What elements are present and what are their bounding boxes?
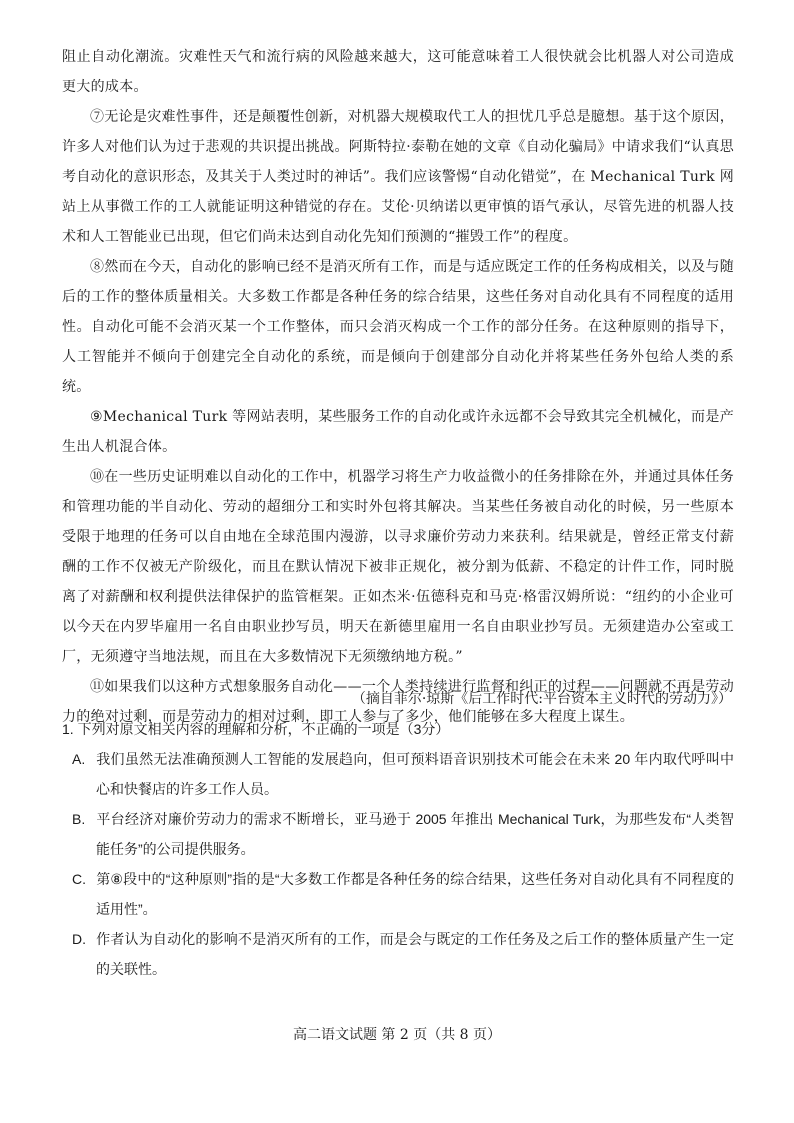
option-letter: D. xyxy=(72,931,86,947)
reading-passage xyxy=(62,42,734,732)
paragraph-9: ⑨Mechanical Turk 等网站表明，某些服务工作的自动化或许永远都不会导致其完全机械化，而是产生出人机混合体。 xyxy=(62,409,734,455)
option-text: 我们虽然无法准确预测人工智能的发展趋向，但可预料语音识别技术可能会在未来 20 年内取代呼叫中心和快餐店的许多工作人员。 xyxy=(96,751,734,797)
option-text: 作者认为自动化的影响不是消灭所有的工作，而是会与既定的工作任务及之后工作的整体质量产生一定的关联性。 xyxy=(96,931,734,977)
option-letter: B. xyxy=(72,811,86,827)
paragraph-10: ⑩在一些历史证明难以自动化的工作中，机器学习将生产力收益微小的任务排除在外，并通过具体任务和管理功能的半自动化、劳动的超细分工和实时外包将其解决。当某些任务被自动化的时候，另一些原本受限于地理的任务可以自由地在全球范围内漫游，以寻求廉价劳动力来获利。结果就是，曾经正常支付薪酬的工作不仅被无产阶级化，而且在默认情况下被非正规化，被分割为低薪、不稳定的计件工作，同时脱离了对薪酬和权利提供法律保护的监管框架。正如杰米·伍德科克和马克·格雷汉姆所说：“纽约的小企业可以今天在内罗毕雇用一名自由职业抄写员，明天在新德里雇用一名自由职业抄写员。无须建造办公室或工厂，无须遵守当地法规，而且在大多数情况下无须缴纳地方税。” xyxy=(62,469,734,665)
option-a xyxy=(62,744,734,804)
option-text: 平台经济对廉价劳动力的需求不断增长，亚马逊于 2005 年推出 Mechanical Turk，为那些发布“人类智能任务”的公司提供服务。 xyxy=(96,811,734,857)
option-b xyxy=(62,804,734,864)
paragraph-continued: 阻止自动化潮流。灾难性天气和流行病的风险越来越大，这可能意味着工人很快就会比机器人对公司造成更大的成本。 xyxy=(62,49,734,95)
question-1 xyxy=(62,714,734,984)
page-footer: 高二语文试题 第 2 页（共 8 页） xyxy=(292,1027,502,1043)
question-stem: 1. 下列对原文相关内容的理解和分析，不正确的一项是（3分） xyxy=(62,721,450,737)
option-letter: C. xyxy=(72,871,86,887)
option-d xyxy=(62,924,734,984)
option-c xyxy=(62,864,734,924)
passage-source: （摘自菲尔·琼斯《后工作时代:平台资本主义时代的劳动力》） xyxy=(351,691,732,707)
paragraph-11: ⑪如果我们以这种方式想象服务自动化——一个人类持续进行监督和纠正的过程——问题就不再是劳动力的绝对过剩，而是劳动力的相对过剩，即工人参与了多少，他们能够在多大程度上谋生。 xyxy=(62,679,734,725)
option-text: 第⑧段中的“这种原则”指的是“大多数工作都是各种任务的综合结果，这些任务对自动化具有不同程度的适用性”。 xyxy=(96,871,734,917)
paragraph-7: ⑦无论是灾难性事件，还是颠覆性创新，对机器大规模取代工人的担忧几乎总是臆想。基于这个原因，许多人对他们认为过于悲观的共识提出挑战。阿斯特拉·泰勒在她的文章《自动化骗局》中请求我们“认真思考自动化的意识形态，及其关于人类过时的神话”。我们应该警惕“自动化错觉”，在 Mechanical Turk 网站上从事微工作的工人就能证明这种错觉的存在。艾伦·贝纳诺以更审慎的语气承认，尽管先进的机器人技术和人工智能业已出现，但它们尚未达到自动化先知们预测的“摧毁工作”的程度。 xyxy=(62,109,734,245)
option-letter: A. xyxy=(72,751,86,767)
paragraph-8: ⑧然而在今天，自动化的影响已经不是消灭所有工作，而是与适应既定工作的任务构成相关，以及与随后的工作的整体质量相关。大多数工作都是各种任务的综合结果，这些任务对自动化具有不同程度的适用性。自动化可能不会消灭某一个工作整体，而只会消灭构成一个工作的部分任务。在这种原则的指导下，人工智能并不倾向于创建完全自动化的系统，而是倾向于创建部分自动化并将某些任务外包给人类的系统。 xyxy=(62,259,734,395)
